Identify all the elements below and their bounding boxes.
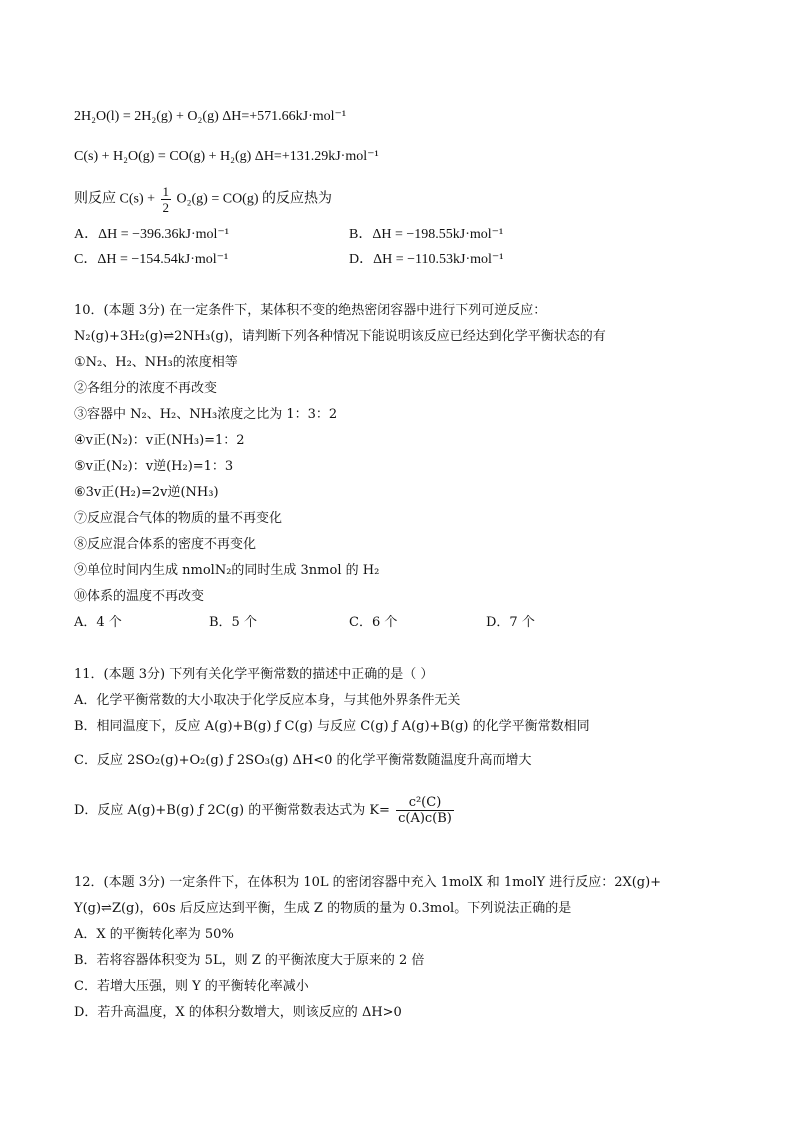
q10-item-7: ⑦反应混合气体的物质的量不再变化 (74, 511, 283, 526)
q12-option-b[interactable]: B．若将容器体积变为 5L，则 Z 的平衡浓度大于原来的 2 倍 (74, 953, 425, 968)
q10-item-6: ⑥3v正(H₂)=2v逆(NH₃) (74, 485, 219, 500)
q10-item-5: ⑤v正(N₂)：v逆(H₂)=1：3 (74, 459, 234, 474)
q9-option-d[interactable]: D．ΔH = −110.53kJ·mol⁻¹ (349, 252, 504, 267)
q9-fraction-denominator: 2 (162, 200, 170, 215)
q9-prompt-before: 则反应 C(s) + (74, 191, 156, 207)
q10-reaction: N₂(g)+3H₂(g)⇌2NH₃(g)，请判断下列各种情况下能说明该反应已经达到化学平衡状态的有 (74, 329, 606, 344)
q10-title: 10．(本题 3分) 在一定条件下，某体积不变的绝热密闭容器中进行下列可逆反应： (74, 303, 547, 318)
q10-item-1: ①N₂、H₂、NH₃的浓度相等 (74, 355, 238, 370)
q11-option-b[interactable]: B．相同温度下，反应 A(g)+B(g) ƒ C(g) 与反应 C(g) ƒ A(g)+B(g) 的化学平衡常数相同 (74, 719, 590, 734)
q11-k-denominator: c(A)c(B) (398, 811, 452, 826)
q12-option-c[interactable]: C．若增大压强，则 Y 的平衡转化率减小 (74, 979, 309, 994)
q10-option-b[interactable]: B．5 个 (209, 615, 257, 630)
q12-title: 12．(本题 3分) 一定条件下，在体积为 10L 的密闭容器中充入 1molX 和 1molY 进行反应：2X(g)+ (74, 875, 662, 890)
q9-option-a[interactable]: A．ΔH = −396.36kJ·mol⁻¹ (74, 227, 229, 242)
q10-item-3: ③容器中 N₂、H₂、NH₃浓度之比为 1：3：2 (74, 407, 338, 422)
q11-title: 11．(本题 3分) 下列有关化学平衡常数的描述中正确的是（ ） (74, 667, 434, 682)
q11-option-d-text: D．反应 A(g)+B(g) ƒ 2C(g) 的平衡常数表达式为 K= (74, 803, 390, 818)
q9-option-c[interactable]: C．ΔH = −154.54kJ·mol⁻¹ (74, 252, 229, 267)
q10-option-d[interactable]: D．7 个 (486, 615, 535, 630)
q9-fraction-numerator: 1 (162, 184, 170, 199)
q12-title-continued: Y(g)⇌Z(g)，60s 后反应达到平衡，生成 Z 的物质的量为 0.3mol。下列说法正确的是 (74, 901, 572, 916)
q12-option-d[interactable]: D．若升高温度，X 的体积分数增大，则该反应的 ΔH>0 (74, 1005, 402, 1020)
q11-option-a[interactable]: A．化学平衡常数的大小取决于化学反应本身，与其他外界条件无关 (74, 693, 461, 708)
q10-option-a[interactable]: A．4 个 (74, 615, 122, 630)
q10-option-c[interactable]: C．6 个 (349, 615, 398, 630)
q10-item-4: ④v正(N₂)：v正(NH₃)=1：2 (74, 433, 245, 448)
q9-prompt (74, 184, 332, 215)
q11-option-d[interactable] (74, 794, 456, 828)
q9-option-b[interactable]: B．ΔH = −198.55kJ·mol⁻¹ (349, 227, 504, 242)
q9-fraction (161, 184, 172, 215)
q11-k-fraction (396, 795, 454, 826)
q12-option-a[interactable]: A．X 的平衡转化率为 50% (74, 927, 234, 942)
q10-item-9: ⑨单位时间内生成 nmolN₂的同时生成 3nmol 的 H₂ (74, 563, 380, 578)
q11-k-numerator: c²(C) (396, 795, 454, 811)
q9-equation-2: C(s) + H₂O(g) = CO(g) + H₂(g) ΔH=+131.29kJ·mol⁻¹ (74, 149, 379, 164)
q11-option-c[interactable]: C．反应 2SO₂(g)+O₂(g) ƒ 2SO₃(g) ΔH<0 的化学平衡常数随温度升高而增大 (74, 753, 532, 768)
q10-item-8: ⑧反应混合体系的密度不再变化 (74, 537, 257, 552)
q10-item-10: ⑩体系的温度不再改变 (74, 589, 205, 604)
q9-equation-1: 2H₂O(l) = 2H₂(g) + O₂(g) ΔH=+571.66kJ·mol⁻¹ (74, 109, 347, 124)
q9-prompt-after: O₂(g) = CO(g) 的反应热为 (176, 191, 332, 207)
q10-item-2: ②各组分的浓度不再改变 (74, 381, 218, 396)
